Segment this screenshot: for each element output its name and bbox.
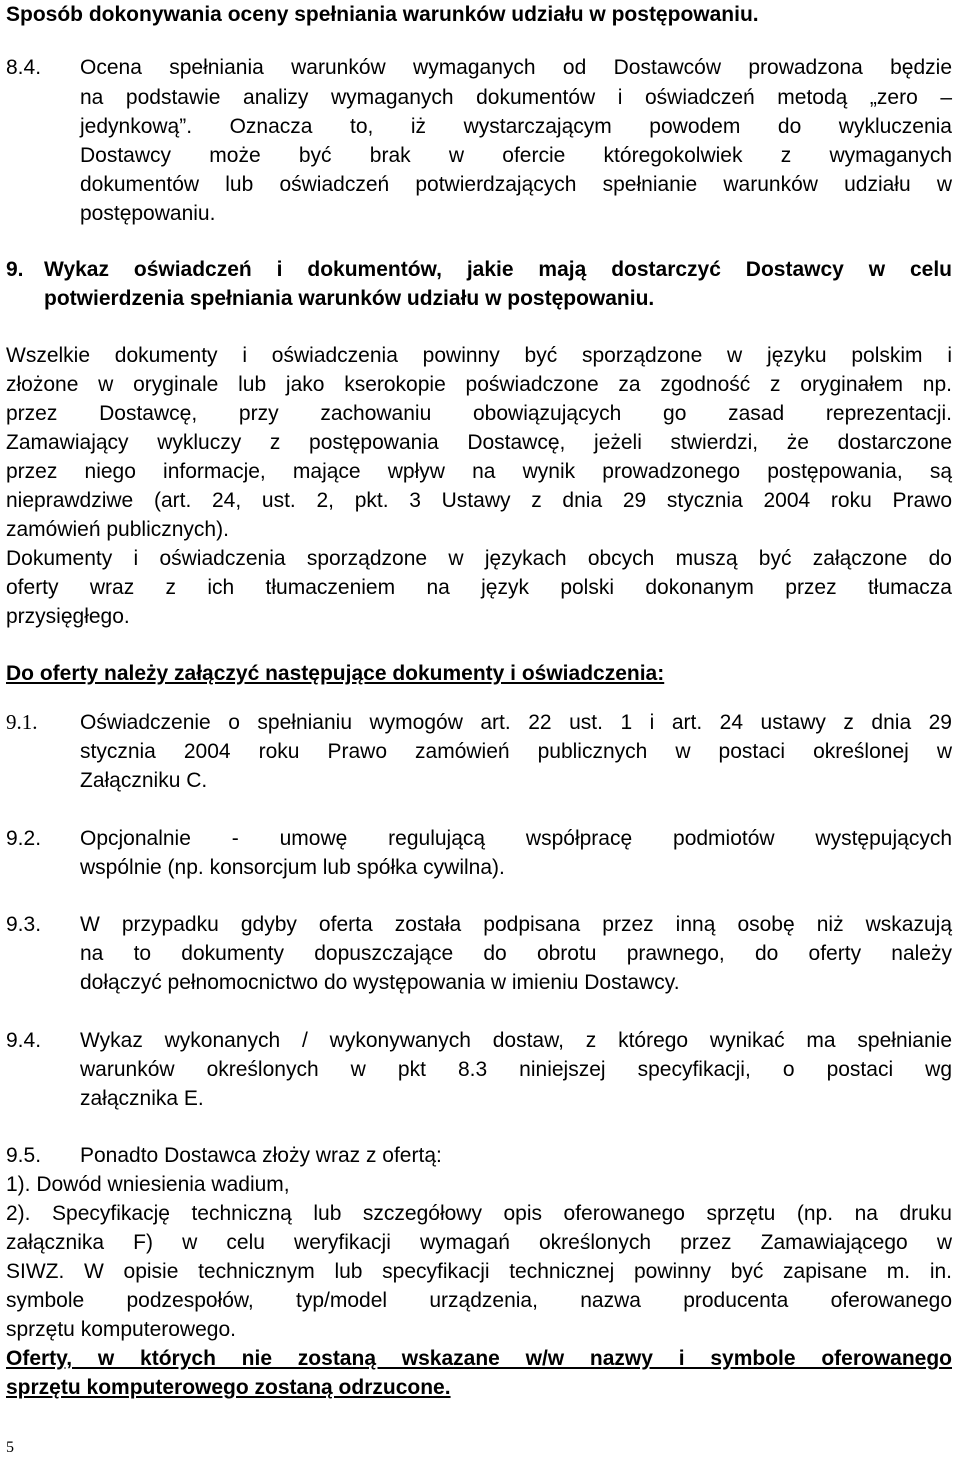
- s84-line-5: dokumentów lub oświadczeń potwierdzających spełnianie warunków udziału w: [80, 173, 952, 196]
- item-9-1-line-1: Oświadczenie o spełnianiu wymogów art. 22 ust. 1 i art. 24 ustawy z dnia 29: [80, 711, 952, 734]
- s9-heading-line-1: Wykaz oświadczeń i dokumentów, jakie mają dostarczyć Dostawcy w celu: [44, 258, 952, 281]
- item-9-1-line-2: stycznia 2004 roku Prawo zamówień publicznych w postaci określonej w: [80, 740, 952, 763]
- item-9-4-line-2: warunków określonych w pkt 8.3 niniejszej specyfikacji, o postaci wg: [80, 1058, 952, 1081]
- s9-heading-line-2: potwierdzenia spełniania warunków udziału w postępowaniu.: [44, 287, 655, 310]
- para-line-5: przez niego informacje, mające wpływ na wynik prowadzonego postępowania, są: [6, 460, 952, 483]
- section-number-8-4: 8.4.: [6, 56, 42, 79]
- item-number-9-2: 9.2.: [6, 827, 42, 850]
- para-line-10: przysięgłego.: [6, 605, 130, 628]
- item-9-5-line-1: Ponadto Dostawca złoży wraz z ofertą:: [80, 1144, 442, 1167]
- para-line-3: przez Dostawcę, przy zachowaniu obowiązujących go zasad reprezentacji.: [6, 402, 952, 425]
- item-number-9-5: 9.5.: [6, 1144, 42, 1167]
- s84-line-2: na podstawie analizy wymaganych dokumentów i oświadczeń metodą „zero –: [80, 86, 952, 109]
- page-number: 5: [6, 1439, 14, 1456]
- tail-line-2: 2). Specyfikację techniczną lub szczegółowy opis oferowanego sprzętu (np. na druku: [6, 1202, 952, 1225]
- item-9-3-line-1: W przypadku gdyby oferta została podpisana przez inną osobę niż wskazują: [80, 913, 952, 936]
- tail-line-3: załącznika F) w celu weryfikacji wymagań określonych przez Zamawiającego w: [6, 1231, 952, 1254]
- item-9-3-line-3: dołączyć pełnomocnictwo do występowania w imieniu Dostawcy.: [80, 971, 680, 994]
- final-note-line-2: sprzętu komputerowego zostaną odrzucone.: [6, 1376, 451, 1399]
- tail-line-6: sprzętu komputerowego.: [6, 1318, 236, 1341]
- tail-line-1: 1). Dowód wniesienia wadium,: [6, 1173, 290, 1196]
- para-line-2: złożone w oryginale lub jako kserokopie poświadczone za zgodność z oryginałem np.: [6, 373, 952, 396]
- s84-line-6: postępowaniu.: [80, 202, 216, 225]
- item-9-1-line-3: Załączniku C.: [80, 769, 208, 792]
- para-line-4: Zamawiający wykluczy z postępowania Dostawcę, jeżeli stwierdzi, że dostarczone: [6, 431, 952, 454]
- final-note-line-1: Oferty, w których nie zostaną wskazane w/w nazwy i symbole oferowanego: [6, 1347, 952, 1370]
- para-line-1: Wszelkie dokumenty i oświadczenia powinny być sporządzone w języku polskim i: [6, 344, 952, 367]
- item-9-4-line-1: Wykaz wykonanych / wykonywanych dostaw, z którego wynikać ma spełnianie: [80, 1029, 952, 1052]
- item-9-4-line-3: załącznika E.: [80, 1087, 204, 1110]
- s84-line-1: Ocena spełniania warunków wymaganych od Dostawców prowadzona będzie: [80, 56, 952, 79]
- item-number-9-4: 9.4.: [6, 1029, 42, 1052]
- para-line-9: oferty wraz z ich tłumaczeniem na język polski dokonanym przez tłumacza: [6, 576, 952, 599]
- para-line-7: zamówień publicznych).: [6, 518, 229, 541]
- s84-line-4: Dostawcy może być brak w ofercie któregokolwiek z wymaganych: [80, 144, 952, 167]
- section-heading: Sposób dokonywania oceny spełniania warunków udziału w postępowaniu.: [6, 3, 759, 26]
- para-line-8: Dokumenty i oświadczenia sporządzone w językach obcych muszą być załączone do: [6, 547, 952, 570]
- item-number-9-3: 9.3.: [6, 913, 42, 936]
- item-9-2-line-1: Opcjonalnie - umowę regulującą współpracę podmiotów występujących: [80, 827, 952, 850]
- item-9-2-line-2: wspólnie (np. konsorcjum lub spółka cywilna).: [80, 856, 505, 879]
- item-9-3-line-2: na to dokumenty dopuszczające do obrotu prawnego, do oferty należy: [80, 942, 952, 965]
- section-number-9: 9.: [6, 258, 24, 281]
- para-line-6: nieprawdziwe (art. 24, ust. 2, pkt. 3 Ustawy z dnia 29 stycznia 2004 roku Prawo: [6, 489, 952, 512]
- tail-line-4: SIWZ. W opisie technicznym lub specyfikacji technicznej powinny być zapisane m. in.: [6, 1260, 952, 1283]
- item-number-9-1: 9.1.: [6, 710, 38, 734]
- s84-line-3: jedynkową”. Oznacza to, iż wystarczającym powodem do wykluczenia: [80, 115, 952, 138]
- tail-line-5: symbole podzespołów, typ/model urządzenia, nazwa producenta oferowanego: [6, 1289, 952, 1312]
- attachments-heading: Do oferty należy załączyć następujące dokumenty i oświadczenia:: [6, 662, 665, 685]
